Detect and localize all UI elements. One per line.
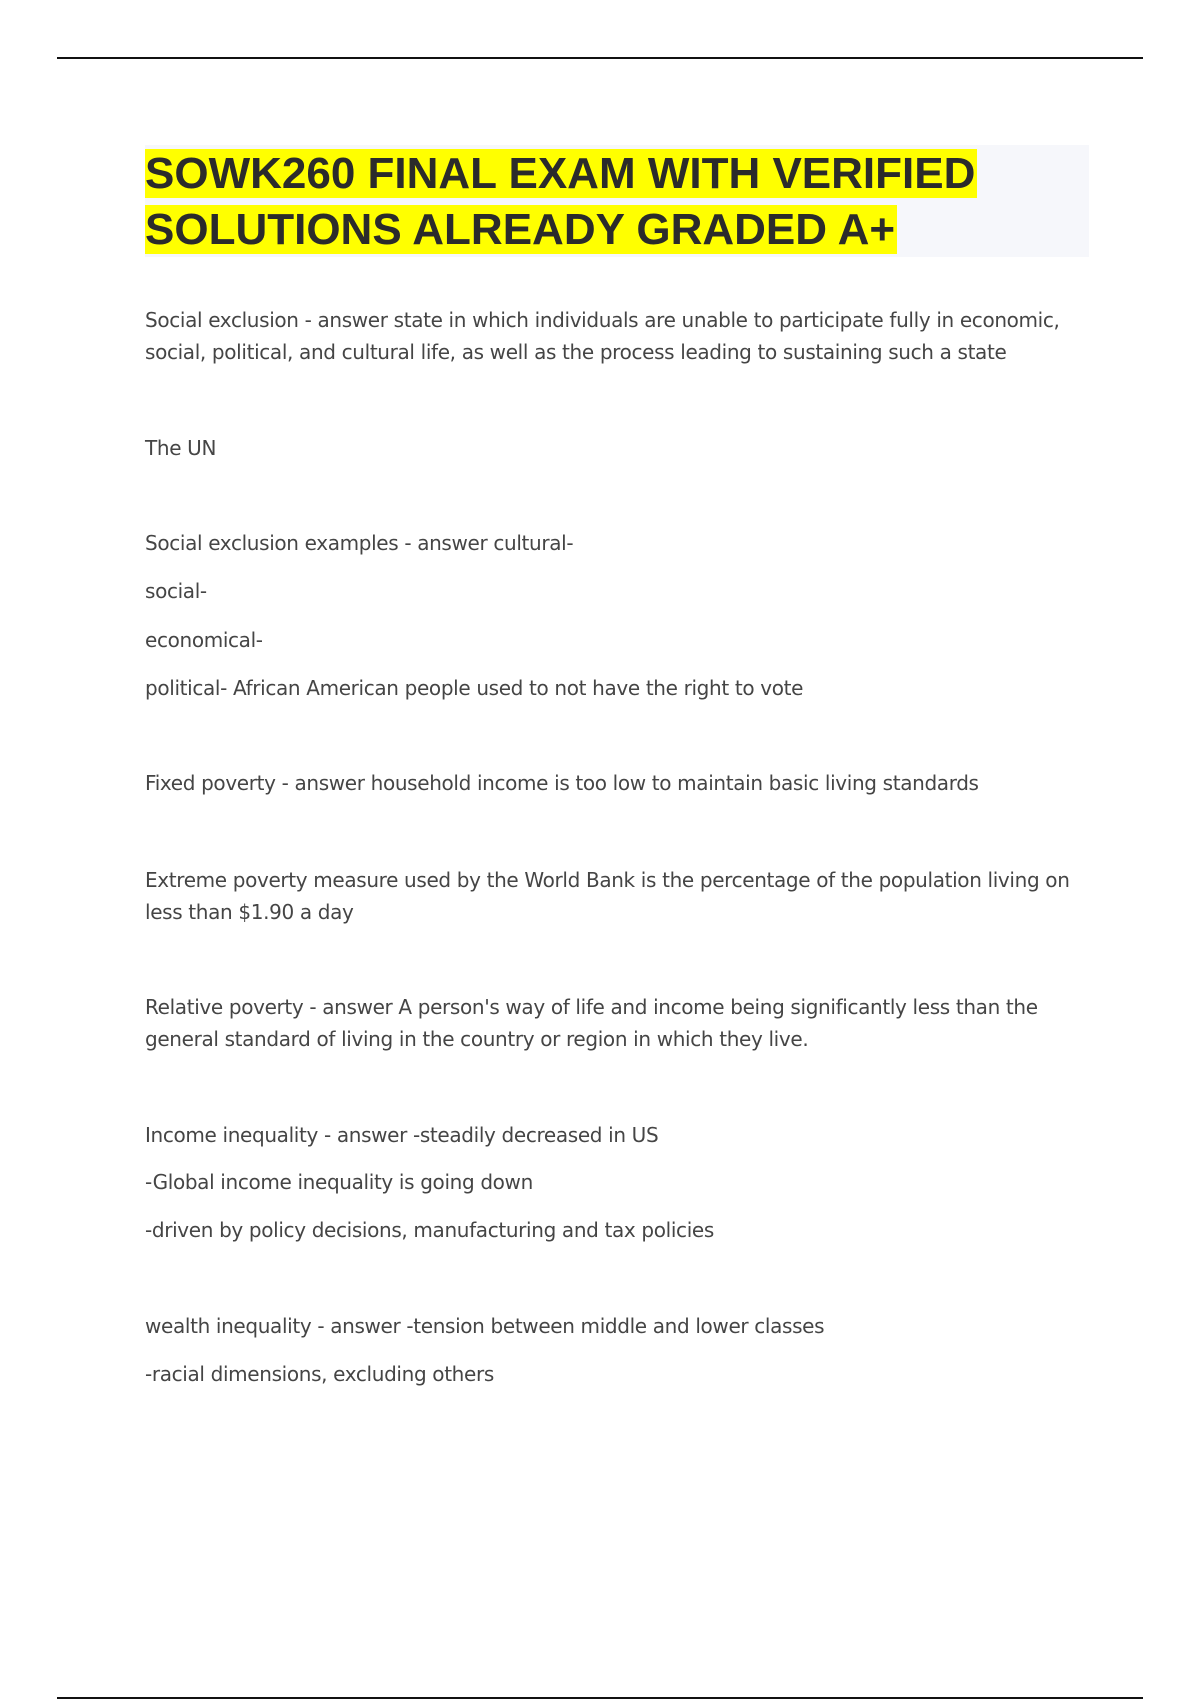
entry-social-exclusion-examples-line-1: Social exclusion examples - answer cultural- — [145, 531, 574, 555]
entry-social-exclusion-examples-line-3: economical- — [145, 628, 263, 652]
entry-income-inequality-line-3: -driven by policy decisions, manufacturing and tax policies — [145, 1218, 714, 1242]
entry-wealth-inequality-line-2: -racial dimensions, excluding others — [145, 1362, 494, 1386]
entry-extreme-poverty-line-1: Extreme poverty measure used by the World Bank is the percentage of the population living on — [145, 868, 1070, 892]
entry-social-exclusion-examples-line-4: political- African American people used to not have the right to vote — [145, 676, 804, 700]
entry-social-exclusion-line-1: Social exclusion - answer state in which individuals are unable to participate fully in economic, — [145, 308, 1060, 332]
document-title-line-2: SOLUTIONS ALREADY GRADED A+ — [145, 205, 896, 254]
entry-income-inequality-line-1: Income inequality - answer -steadily decreased in US — [145, 1123, 659, 1147]
entry-relative-poverty-line-2: general standard of living in the country or region in which they live. — [145, 1027, 809, 1051]
entry-wealth-inequality-line-1: wealth inequality - answer -tension between middle and lower classes — [145, 1314, 825, 1338]
entry-fixed-poverty: Fixed poverty - answer household income is too low to maintain basic living standards — [145, 771, 979, 795]
entry-extreme-poverty-line-2: less than $1.90 a day — [145, 900, 354, 924]
entry-the-un: The UN — [145, 436, 217, 460]
top-page-rule — [57, 57, 1143, 59]
bottom-page-rule — [57, 1697, 1143, 1699]
entry-relative-poverty-line-1: Relative poverty - answer A person's way of life and income being significantly less than the — [145, 995, 1038, 1019]
document-title — [145, 146, 1089, 258]
entry-social-exclusion-examples-line-2: social- — [145, 579, 207, 603]
entry-income-inequality-line-2: -Global income inequality is going down — [145, 1170, 533, 1194]
document-title-line-1: SOWK260 FINAL EXAM WITH VERIFIED — [145, 149, 976, 198]
entry-social-exclusion-line-2: social, political, and cultural life, as well as the process leading to sustaining such a state — [145, 340, 1007, 364]
